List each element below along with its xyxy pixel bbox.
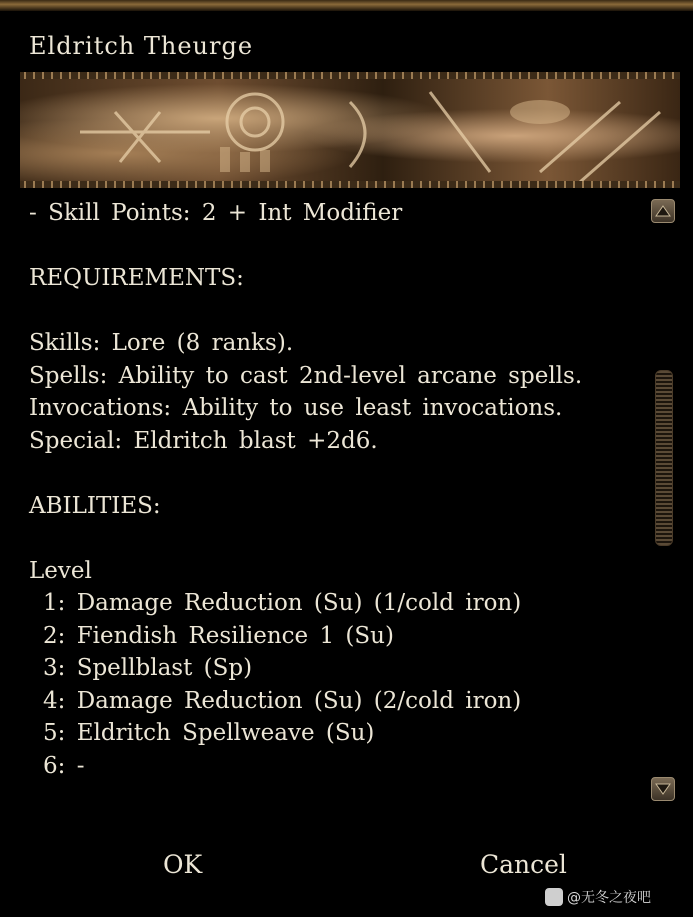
requirement-spells: Spells: Ability to cast 2nd-level arcane spells. [29, 362, 583, 389]
class-description-text [29, 197, 639, 782]
ability-level-4: 4: Damage Reduction (Su) (2/cold iron) [43, 687, 522, 714]
requirement-invocations: Invocations: Ability to use least invocations. [29, 395, 563, 421]
tieba-logo-icon [545, 888, 563, 906]
level-heading: Level [29, 557, 92, 584]
ability-level-2: 2: Fiendish Resilience 1 (Su) [43, 622, 394, 649]
watermark [545, 887, 651, 907]
window-title: Eldritch Theurge [29, 32, 254, 60]
blank-line [29, 457, 639, 490]
ability-level-6: 6: - [43, 752, 85, 779]
ability-level-5: 5: Eldritch Spellweave (Su) [43, 720, 375, 746]
class-banner-image [20, 72, 680, 188]
requirement-special: Special: Eldritch blast +2d6. [29, 427, 378, 454]
triangle-up-icon [655, 204, 671, 218]
watermark-text: @无冬之夜吧 [567, 890, 651, 906]
scroll-down-button[interactable] [651, 777, 675, 801]
ok-button[interactable]: OK [163, 850, 203, 879]
scrollbar-thumb[interactable] [655, 370, 673, 546]
cancel-button[interactable]: Cancel [480, 850, 567, 879]
abilities-heading: ABILITIES: [29, 492, 161, 519]
window-top-border [0, 0, 693, 11]
banner-artwork [20, 72, 680, 188]
skill-points-line: - Skill Points: 2 + Int Modifier [29, 200, 403, 226]
blank-line [29, 295, 639, 328]
ability-level-1: 1: Damage Reduction (Su) (1/cold iron) [43, 590, 522, 616]
requirements-heading: REQUIREMENTS: [29, 265, 244, 291]
banner-border-bottom [20, 181, 680, 188]
triangle-down-icon [655, 782, 671, 796]
scroll-up-button[interactable] [651, 199, 675, 223]
blank-line [29, 522, 639, 555]
ability-level-3: 3: Spellblast (Sp) [43, 655, 253, 681]
requirement-skills: Skills: Lore (8 ranks). [29, 330, 294, 356]
blank-line [29, 230, 639, 263]
